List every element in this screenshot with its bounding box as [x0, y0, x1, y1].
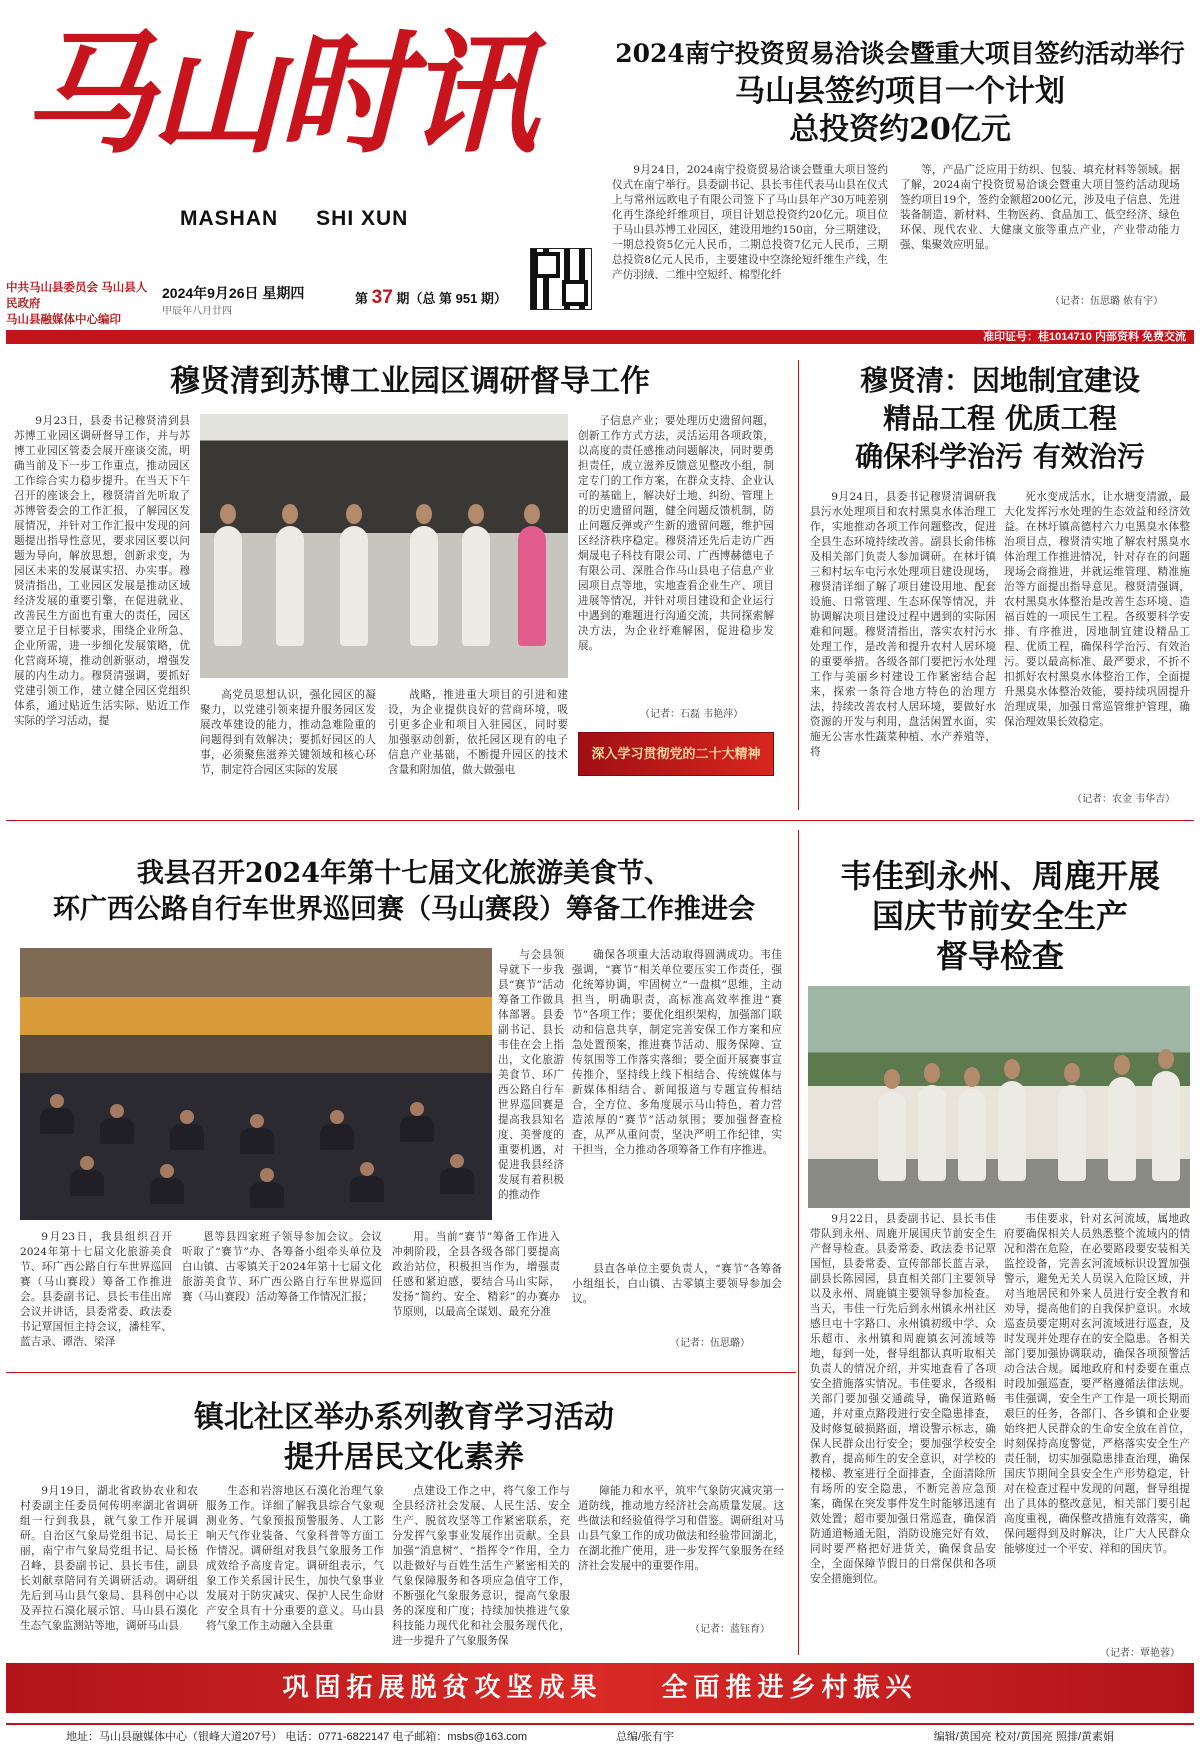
lunar-date: 甲辰年八月廿四 — [162, 306, 232, 317]
column-divider-2 — [798, 830, 799, 1655]
a3-col-a: 与会县领导就下一步我县“赛节”活动筹备工作做具体部署。县委副书记、县长韦佳在会上指出，文化旅游美食节、环广西公路自行车世界巡回赛是提高我县知名度、美誉度的重要机遇，对促进我县经济发展有着积极的推动作 — [498, 949, 564, 1201]
a5-headline — [14, 1398, 794, 1478]
lead-title-3: 总投资约20亿元 — [789, 112, 1011, 147]
slogan-left: 巩固拓展脱贫攻坚成果 — [282, 1673, 603, 1703]
a2-title-3: 确保科学治污 有效治污 — [855, 440, 1145, 473]
masthead-logo — [22, 18, 582, 168]
a3-headline — [14, 856, 794, 928]
a2-headline — [806, 362, 1194, 476]
issue-suffix: 期（总 第 951 期） — [396, 291, 507, 306]
a4-headline — [806, 856, 1194, 976]
a2-title-1: 穆贤清：因地制宜建设 — [859, 364, 1140, 397]
permit-info: 准印证号：桂1014710 内部资料 免费交流 — [983, 331, 1186, 343]
a1-col-3: 战略，推进重大项目的引进和建设，为企业提供良好的营商环境，吸引更多企业和项目入驻园区，同时要加强驱动创新，依托园区现有的电子信息产业基础，不断提升园区的技术含量和附加值，做大做强电 — [388, 689, 568, 776]
a5-col-2: 生态和岩溶地区石漠化治理气象服务工作。详细了解我县综合气象观测业务、气象预报预警服务、人工影响天气作业装备、气象科普等方面工作情况。调研组对我县气象服务工作成效给予高度肯定。调研组表示，气象工作关系国计民生，加快气象事业发展对于防灾减灾、保护人民生命财产安全具有十分重要的意义。马山县将气象工作主动融入全县重 — [206, 1485, 384, 1632]
lead-title-2: 马山县签约项目一个计划 — [735, 74, 1065, 109]
slogan-banner — [6, 1663, 1194, 1713]
footer-editors: 编辑/黄国亮 校对/黄国亮 照排/黄素娟 — [933, 1731, 1114, 1743]
a4-byline: （记者：覃艳蓉） — [1100, 1648, 1180, 1659]
a4-title-1: 韦佳到永州、周鹿开展 — [839, 857, 1160, 895]
lead-title-1: 2024南宁投资贸易洽谈会暨重大项目签约活动举行 — [615, 39, 1185, 68]
lead-body-col-1: 9月24日，2024南宁投资贸易洽谈会暨重大项目签约仪式在南宁举行。县委副书记、县长韦佳代表马山县在仪式上与常州远欧电子有限公司签下了马山县年产30万吨差别化再生涤纶纤维项目，项目计划总投资约20亿元。项目位于马山县苏博工业园区，建设用地约150亩，分三期建设，一期总投资5亿元人民币，二期总投资7亿元人民币，三期总投资8亿元人民币，主要建设中空涤纶短纤维生产线，生产仿羽绒、二维中空短纤、棉型化纤 — [612, 164, 888, 281]
a5-byline: （记者：蓝钰育） — [690, 1624, 770, 1635]
a3-col-3: 用。当前“赛节”筹备工作进入冲刺阶段，全县各级各部门要提高政治站位，积极担当作为，增强责任感和紧迫感，要结合马山实际，发扬“简约、安全、精彩”的办赛办节原则，以最高全谋划、最充分准 — [392, 1231, 560, 1318]
a4-col-2: 韦佳要求，针对玄河流域，属地政府要确保相关人员熟悉整个流域内的情况和潜在危险，在必要路段要安装相关监控设备，完善玄河流域标识设置加强警示，避免无关人员误入危险区域，并对当地居民和外来人员进行安全教育和劝导，提高他们的自我保护意识。水域巡查员要定期对玄河流域进行巡查，及时发现并处理存在的安全隐患。各相关部门要加强协调联动，确保各项预警活动合法合规。属地政府和村委要在重点时段加强巡查，要严格遵循法律法规。韦佳强调，安全生产工作是一项长期而艰巨的任务，各部门、各乡镇和企业要始终把人民群众的生命安全放在首位，时刻保持高度警觉，严格落实安全生产责任制，切实加强隐患排查治理，确保国庆节期间全县安全生产形势稳定，针对在检查过程中发现的问题，督导组提出了具体的整改意见，相关部门要引起高度重视，确保整改措施有效落实，确保问题得到及时解决，让广大人民群众能够度过一个平安、祥和的国庆节。 — [1004, 1213, 1190, 1555]
logo-en-part-2: SHI XUN — [316, 207, 409, 230]
issue-date: 2024年9月26日 星期四 — [162, 285, 305, 301]
a3-col-b: 确保各项重大活动取得圆满成功。韦佳强调，“赛节”相关单位要压实工作责任，强化统筹协调，牢固树立“一盘棋”思维，主动担当，明确职责，高标准高效率推进“赛节”各项工作；要优化组织架构，加强部门联动和信息共享，制定完善安保工作方案和应急处置预案，推进赛节活动、服务保障、宣传氛围等工作落实落细；要全面开展赛事宣传推介，坚持线上线下相结合、传统媒体与新媒体相结合、新闻报道与专题宣传相结合，全方位、多角度展示马山特色，着力营造浓厚的“赛节”活动氛围；要加强督查检查，从严从重问责，坚决严明工作纪律，实干担当，全力推动各项筹备工作有序推进。 — [572, 949, 782, 1156]
row-divider-2 — [6, 1372, 796, 1373]
a1-col-2: 高党员思想认识，强化园区的凝聚力，以党建引领来提升服务园区发展改革建设的能力，推动急难险重的问题得到有效解决；要抓好园区的人事，必须聚焦滋养关键领域和核心环节，制定符合园区实际的发展 — [200, 689, 376, 776]
lead-headline — [605, 35, 1195, 149]
a3-title-2: 环广西公路自行车世界巡回赛（马山赛段）筹备工作推进会 — [53, 894, 755, 925]
a1-byline: （记者：石磊 韦艳萍） — [640, 709, 744, 720]
lead-byline: （记者：伍思璐 侬有宇） — [1050, 296, 1164, 307]
qr-code[interactable] — [530, 248, 592, 310]
slogan-right: 全面推进乡村振兴 — [661, 1673, 918, 1703]
page-footer — [6, 1723, 1194, 1749]
a1-headline: 穆贤清到苏博工业园区调研督导工作 — [170, 364, 650, 399]
a4-title-3: 督导检查 — [935, 937, 1064, 975]
a3-photo-meeting — [20, 948, 492, 1220]
publisher-line-2: 马山县融媒体中心编印 — [6, 314, 121, 326]
logo-text: 马山时讯 — [22, 18, 534, 168]
a4-photo-inspection — [808, 986, 1190, 1208]
a2-col-2: 死水变成活水，让水塘变清澈，最大化发挥污水处理的生态效益和经济效益。在林圩镇高德村六力屯黑臭水体整治项目点，穆贤清实地了解农村黑臭水体治理工作推进情况，针对存在的问题现场会商推进，并就运维管理、精准施治等方面提出指导意见。穆贤清强调，农村黑臭水体整治是改善生态环境、造福百姓的一项民生工程。各级要科学安排、有序推进，因地制宜建设精品工程、优质工程，确保科学治污、有效治污。要以最高标准、最严要求，不折不扣抓好农村黑臭水体整治工作，全面提升黑臭水体整治效能，要持续巩固提升治理成果，加强日常巡管维护管理，确保治理效果长效稳定。 — [1004, 491, 1190, 728]
a5-title-1: 镇北社区举办系列教育学习活动 — [194, 1400, 614, 1435]
a1-col-4: 子信息产业；要处理历史遗留问题，创新工作方式方法，灵活运用各项政策，以高度的责任感推动问题解决，同时要勇担责任，成立滋养反馈意见整改小组，制定专门的工作方案，在群众支持、企业认可的基础上，解决好土地、纠纷、管理上的历史遗留问题，健全问题反馈机制，防止问题反弹或产生新的遗留问题，维护园区经济秩序稳定。穆贤清还先后走访广西炯晟电子科技有限公司、广西博赫德电子有限公司、深胜合作马山县电子信息产业园项目点等地，实地查看企业生产、项目进展等情况，并针对项目建设和企业运行中遇到的难题进行沟通交流，共同探索解决方法，为企业纾难解困，促进稳步发展。 — [578, 415, 774, 652]
a3-byline: （记者：伍思璐） — [670, 1338, 750, 1349]
issue-number — [355, 287, 507, 309]
a3-col-4: 县直各单位主要负责人，“赛节”各筹备小组组长，白山镇、古零镇主要领导参加会议。 — [572, 1263, 782, 1305]
a5-title-2: 提升居民文化素养 — [284, 1440, 524, 1475]
a3-col-2: 恩等县四家班子领导参加会议。会议听取了“赛节”办、各筹备小组牵头单位及白山镇、古零镇关于2024年第十七届文化旅游美食节、环广西公路自行车世界巡回赛（马山赛段）活动筹备工作情况汇报； — [182, 1231, 382, 1303]
a4-title-2: 国庆节前安全生产 — [871, 897, 1128, 935]
logo-en-part-1: MASHAN — [180, 207, 279, 230]
a5-col-4: 障能力和水平，筑牢气象防灾减灾第一道防线，推动地方经济社会高质量发展。这些做法和经验值得学习和借鉴。调研组对马山县气象工作的成功做法和经验带回湖北，在湖北推广使用，进一步发挥气象服务在经济社会发展中的重要作用。 — [578, 1485, 784, 1572]
a3-col-1: 9月23日，我县组织召开2024年第十七届文化旅游美食节、环广西公路自行车世界巡回赛（马山赛段）筹备工作推进会。县委副书记、县长韦佳出席会议并讲话，县委常委、政法委书记覃国恒主持会议，潘桂军、蓝吉录、谭浩、梁泽 — [20, 1231, 172, 1348]
row-divider — [6, 820, 1194, 821]
a1-col-1: 9月23日，县委书记穆贤清到县苏博工业园区调研督导工作，并与苏博工业园区管委会展开座谈交流，明确当前及下一步工作重点，推动园区工作综合实力稳步提升。在当天下午召开的座谈会上，穆贤清首先听取了苏博管委会的工作汇报，了解园区发展情况，并针对工作汇报中发现的问题提出指导性意见，要求园区要以问题为导向，解放思想，创新求变，为园区未来的发展谋实招、办实事。穆贤清指出，工业园区发展是推动区域经济发展的重要引擎，在促进就业、改善民生方面也有重大的责任，园区要立足于目标要求，围绕企业所急、企业所需，进一步细化发展策略，优化营商环境，推动创新驱动，增强发展的内生动力。穆贤清强调，要抓好党建引领工作，建立健全园区党组织体系，通过贴近生活实际、贴近工作实际的学习活动，提 — [14, 415, 190, 727]
a2-col-1: 9月24日，县委书记穆贤清调研我县污水处理项目和农村黑臭水体治理工作，实地推动各项工作问题整改，促进全县生态环境持续改善。副县长俞伟栋及相关部门负责人参加调研。在林圩镇三和村坛车屯污水处理项目建设现场，穆贤清详细了解了项目建设用地、配套设施、日常管理、生态环保等情况，并协调解决项目建设过程中遇到的实际困难和问题。穆贤清指出，落实农村污水处理工作，是改善和提升农村人居环境的重要举措。各级各部门要把污水处理工作与美丽乡村建设工作紧密结合起来，探索一条符合地方特色的治理方法，持续改善农村人居环境，要做好水资源的开发与利用，盘活闲置水面，实施无公害水性蔬菜种植、水产养殖等，将 — [810, 491, 996, 758]
lead-body-col-2: 等，产品广泛应用于纺织、包装、填充材料等领域。据了解，2024南宁投资贸易洽谈会暨重大项目签约活动现场签约项目19个，签约金额超200亿元，涉及电子信息、先进装备制造、新材料、生物医药、食品加工、低空经济、绿色环保、现代农业、大健康文旅等重点产业，产业带动能力强、集聚效应明显。 — [900, 164, 1180, 251]
party-study-badge: 深入学习贯彻党的二十大精神 — [578, 732, 774, 776]
footer-address: 地址：马山县融媒体中心（银峰大道207号） 电话：0771-6822147 电子邮箱：msbs@163.com — [66, 1731, 528, 1743]
issue-prefix: 第 — [355, 291, 369, 306]
a2-title-2: 精品工程 优质工程 — [883, 402, 1117, 435]
a4-col-1: 9月22日，县委副书记、县长韦佳带队到永州、周鹿开展国庆节前安全生产督导检查。县委常委、政法委书记覃国恒，县委常委、宣传部部长蓝吉录，副县长陈园园，县直相关部门主要领导以及永州、周鹿镇主要领导参加检查。当天，韦佳一行先后到永州镇永州社区感旦屯十字路口、永州镇初级中学、众乐超市、永州镇和周鹿镇玄河流域等地，每到一处，督导组都认真听取相关负责人的情况介绍，并实地查看了各项安全措施落实情况。韦佳要求，各级相关部门要加强交通疏导，确保道路畅通，并对重点路段进行安全隐患排查，及时修复破损路面，增设警示标志，确保人民群众出行安全；要加强学校安全教育，提高师生的安全意识，对学校的楼梯、教室进行全面排查，全面清除所有场所的安全隐患，不断完善应急预案，确保在突发事件发生时能够迅速有效处置；超市要加强日常巡查，确保消防通道畅通无阻，消防设施完好有效，同时要严格把好进货关，确保食品安全，全面保障节假日的日常保供和各项安全措施到位。 — [810, 1213, 996, 1585]
publisher-line-1: 中共马山县委员会 马山县人民政府 — [6, 282, 148, 310]
a1-photo-factory-visit — [200, 414, 568, 678]
column-divider — [798, 360, 799, 810]
a5-col-3: 点建设工作之中，将气象工作与全县经济社会发展、人民生活、安全生产、脱贫攻坚等工作紧密联系，充分发挥气象事业发展作出贡献。全县加强“消息树”、“指挥令”作用，全力以赴做好与百姓生活生产紧密相关的气象保障服务和各项应急值守工作，不断强化气象服务意识，提高气象服务的深度和广度；持续加快推进气象科技能力现代化和社会服务现代化，进一步提升了气象服务保 — [392, 1485, 570, 1647]
issue-num: 37 — [371, 287, 393, 308]
a5-col-1: 9月19日，湖北省政协农业和农村委副主任委员何传明率湖北省调研组一行到我县，就气象工作开展调研。自治区气象局党组书记、局长王丽，南宁市气象局党组书记、局长杨召峰，县委副书记、县长韦佳，副县长刘献章陪同有关调研活动。调研组先后到马山县气象局、县科创中心以及弄拉石漠化展示馆、马山县石漠化生态气象监测站等地，调研马山县 — [20, 1485, 198, 1632]
a3-title-1: 我县召开2024年第十七届文化旅游美食节、 — [136, 858, 672, 889]
footer-chief-editor: 总编/张有宇 — [616, 1731, 675, 1743]
publisher-info — [6, 280, 156, 328]
a2-byline: （记者：农金 韦华吉） — [1072, 794, 1176, 805]
masthead-english-name — [180, 207, 446, 231]
